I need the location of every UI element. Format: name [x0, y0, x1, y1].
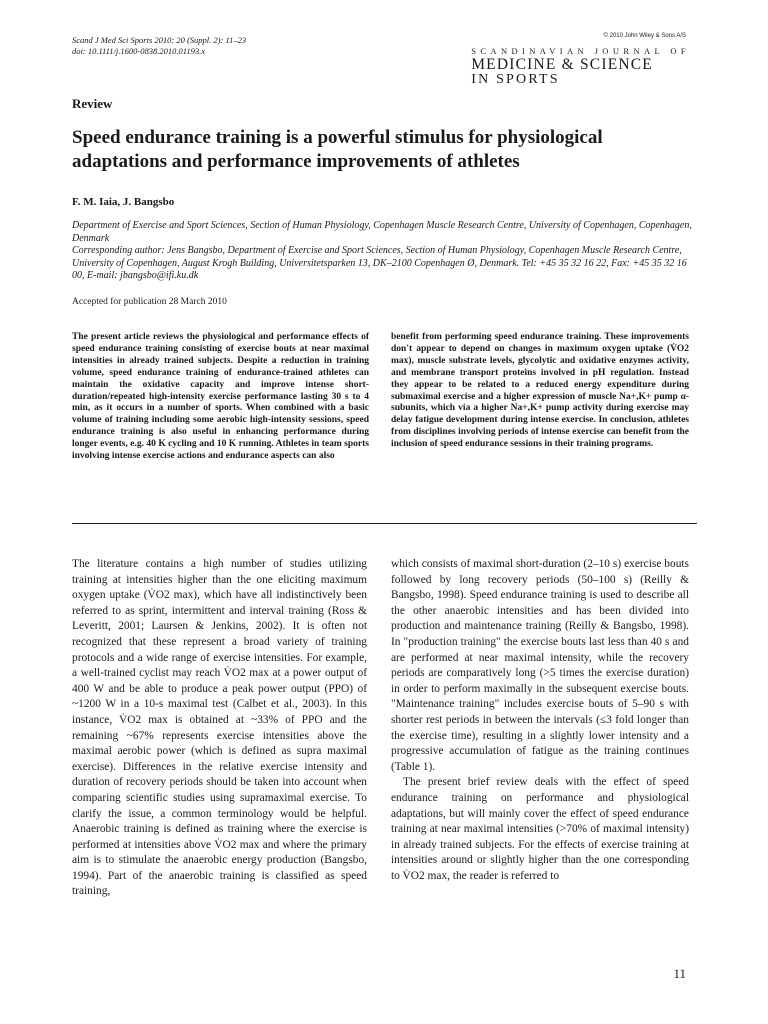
- abstract-left: The present article reviews the physiological and performance effects of speed endurance training consisting of exercise bouts at near maximal intensities in already trained subjects. Despite a reduction in training volume, speed endurance training of endurance-trained athletes can maintain the oxidative capacity and improve intense short-duration/repeated high-intensity exercise performance lasting 30 s to 4 min, as it occurs in a number of sports. When combined with a basic volume of training including some aerobic high-intensity sessions, speed endurance training is also useful in enhancing performance during longer events, e.g. 40 K cycling and 10 K running. Athletes in team sports involving intense exercise actions and endurance aspects can also: [72, 332, 369, 462]
- paragraph: The present brief review deals with the effect of speed endurance training on performance and physiological adaptations, but will mainly cover the effect of speed endurance training at near maximal intensities (>70% of maximal intensity) in already trained subjects. For the effects of exercise training at intensities around or slightly higher than the one corresponding to V̇O2 max, the reader is referred to: [391, 776, 689, 882]
- body-left-column: [72, 557, 367, 900]
- journal-masthead: [471, 46, 690, 86]
- page-number: 11: [673, 966, 686, 981]
- accepted-date: Accepted for publication 28 March 2010: [72, 297, 227, 307]
- corresponding-author: Corresponding author: Jens Bangsbo, Department of Exercise and Sport Sciences, Section of Human Physiology, Copenhagen Muscle Research Centre, University of Copenhagen, August Krogh Building, Universitetsparken 13, DK–2100 Copenhagen Ø, Denmark. Tel: +45 35 32 16 22, Fax: +45 35 32 16 00, E-mail: jbangsbo@ifi.ku.dk: [72, 245, 687, 281]
- article-title: Speed endurance training is a powerful stimulus for physiological adaptations and performance improvements of athletes: [72, 127, 603, 172]
- authors: F. M. Iaia, J. Bangsbo: [72, 196, 175, 208]
- citation-line: Scand J Med Sci Sports 2010: 20 (Suppl. 2): 11–23: [72, 35, 247, 45]
- citation-block: [72, 35, 246, 57]
- affiliation: Department of Exercise and Sport Sciences, Section of Human Physiology, Copenhagen Muscle Research Centre, University of Copenhagen, Copenhagen, Denmark: [72, 220, 692, 244]
- doi-line: doi: 10.1111/j.1600-0838.2010.01193.x: [72, 46, 205, 56]
- copyright-notice: © 2010 John Wiley & Sons A/S: [603, 33, 686, 39]
- paragraph: which consists of maximal short-duration (2–10 s) exercise bouts followed by long recovery periods (50–100 s) (Reilly & Bangsbo, 1998). Speed endurance training is used to describe all the other anaerobic intensities and has been divided into production and maintenance training (Reilly & Bangsbo, 1998). In "production training" the exercise bouts last less than 40 s and are performed at near maximal intensity, while the recovery periods are comparatively long (>5 times the exercise duration) in order to perform maximally in the subsequent exercise bouts. "Maintenance training" includes exercise bouts of 5–90 s with shorter rest periods in between the intervals (≤3 fold longer than the exercise time), resulting in a slightly lower intensity and a progressive accumulation of fatigue as the training continues (Table 1).: [391, 558, 689, 773]
- paragraph: The literature contains a high number of studies utilizing training at intensities higher than the one eliciting maximum oxygen uptake (V̇O2 max), which have all indistinctively been referred to as sprint, intermittent and interval training (Ross & Leveritt, 2001; Laursen & Jenkins, 2002). It is often not recognized that these represent a broad variety of training protocols and a wide range of exercise intensities. For example, a well-trained cyclist may reach V̇O2 max at a power output of 400 W and be able to produce a peak power output (PPO) of ~1200 W in a 10-s maximal test (Calbet et al., 2003). In this instance, V̇O2 max is obtained at ~33% of PPO and the remaining ~67% represents exercise intensities above the maximal aerobic power (which is defined as supra maximal exercise). Differences in the relative exercise intensity and duration of recovery periods should be taken into account when comparing scientific studies using supramaximal exercise. To clarify the issue, a common terminology would be helpful. Anaerobic training is defined as training where the exercise is performed at intensities above V̇O2 max and where the primary aim is to stimulate the anaerobic energy production (Bangsbo, 1994). Part of the anaerobic training is classified as speed training,: [72, 558, 367, 898]
- journal-line-2: MEDICINE & SCIENCE: [471, 56, 653, 73]
- body-right-column: [391, 557, 689, 884]
- section-label: Review: [72, 96, 113, 111]
- journal-line-1: SCANDINAVIAN JOURNAL OF: [471, 46, 690, 56]
- divider: [72, 523, 697, 524]
- journal-line-3: IN SPORTS: [471, 72, 560, 87]
- affiliation-block: [72, 220, 697, 283]
- abstract-right: benefit from performing speed endurance training. These improvements don't appear to depend on changes in maximum oxygen uptake (V̇O2 max), muscle substrate levels, glycolytic and oxidative enzymes activity, and membrane transport proteins involved in pH regulation. Instead they appear to be related to a reduced energy expenditure during submaximal exercise and a higher expression of muscle Na+,K+ pump α-subunits, which via a higher Na+,K+ pump activity during exercise may delay fatigue development during intense exercise. In conclusion, athletes from disciplines involving periods of intense exercise can benefit from the inclusion of speed endurance sessions in their training programs.: [391, 332, 689, 450]
